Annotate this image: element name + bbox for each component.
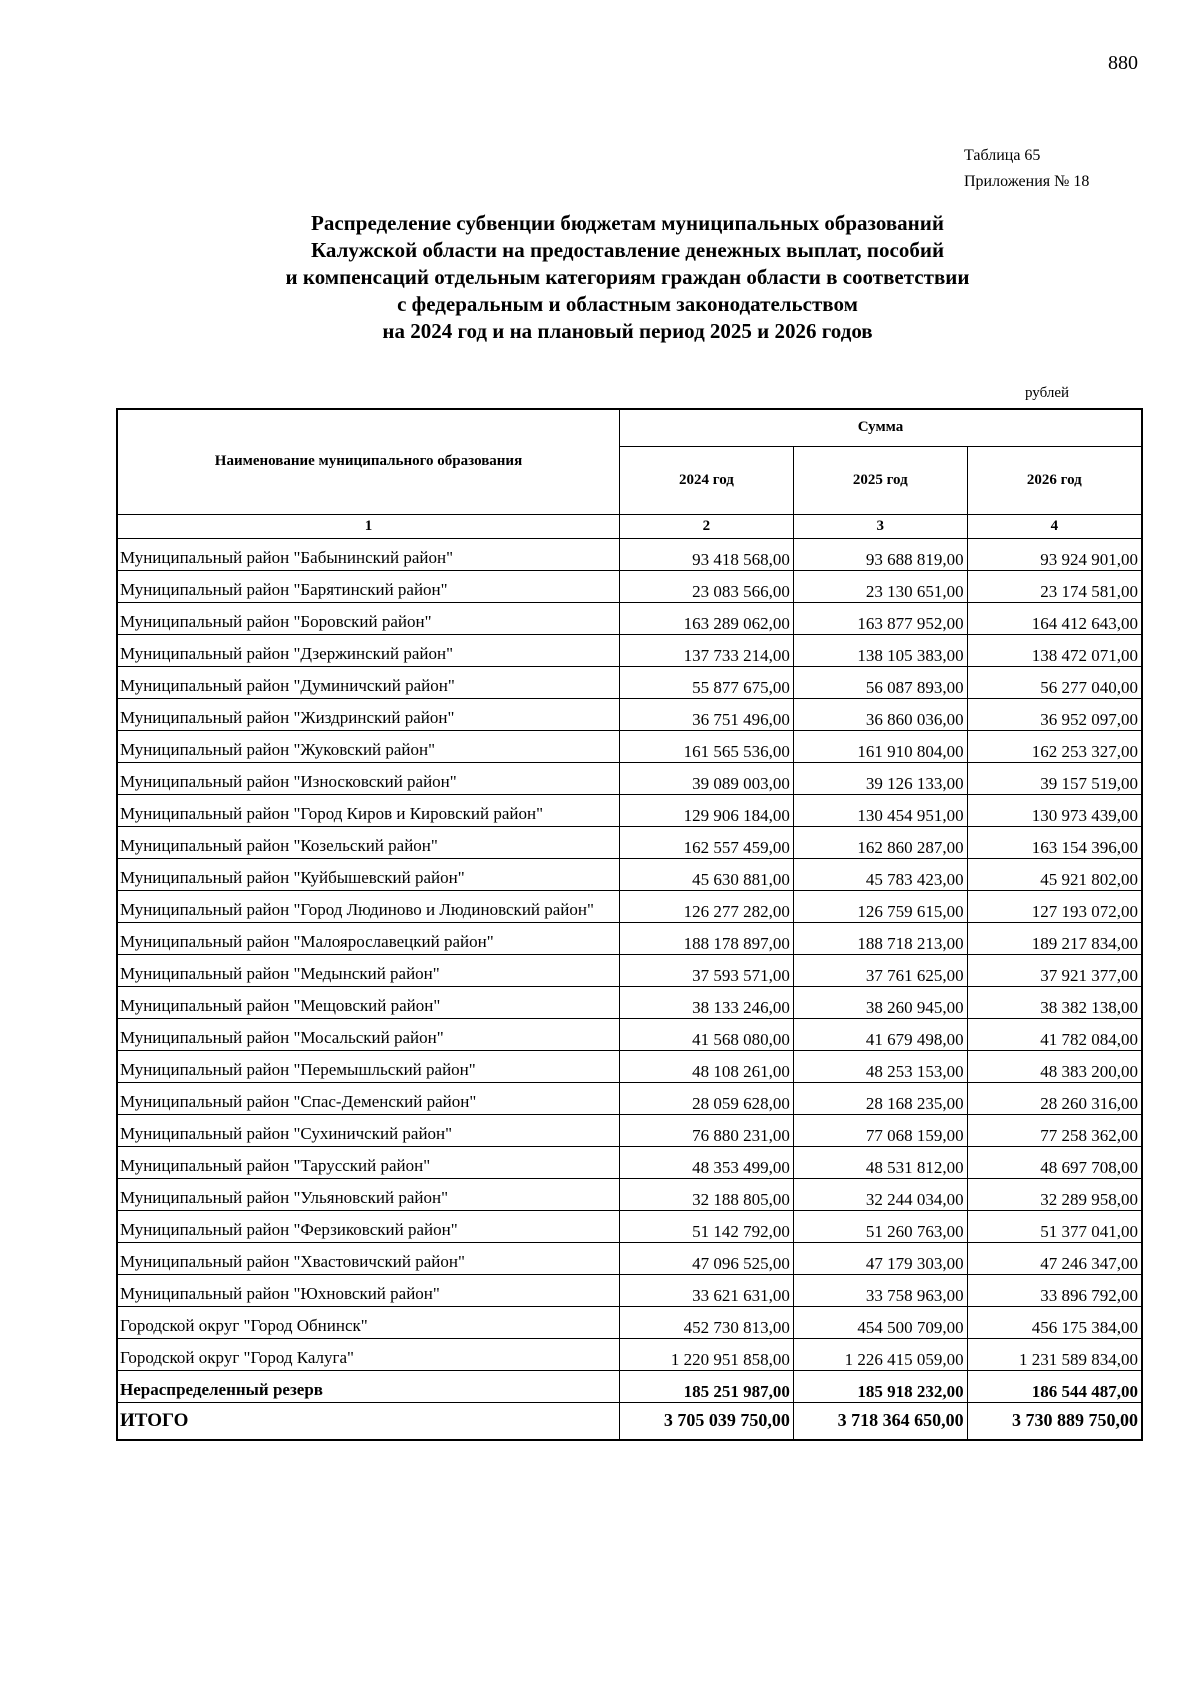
amount-2026-cell: 45 921 802,00 [967, 858, 1142, 890]
table-row [117, 1082, 1142, 1114]
amount-2024-cell: 39 089 003,00 [620, 762, 794, 794]
amount-2026-cell: 163 154 396,00 [967, 826, 1142, 858]
amount-2024-cell: 48 108 261,00 [620, 1050, 794, 1082]
amount-2026-cell: 41 782 084,00 [967, 1018, 1142, 1050]
municipality-name-cell: Муниципальный район "Город Людиново и Людиновский район" [117, 890, 620, 922]
municipality-name-cell: Муниципальный район "Ферзиковский район" [117, 1210, 620, 1242]
amount-2024-cell: 41 568 080,00 [620, 1018, 794, 1050]
amount-2025-cell: 38 260 945,00 [793, 986, 967, 1018]
amount-2024-cell: 23 083 566,00 [620, 570, 794, 602]
municipality-name-cell: Муниципальный район "Тарусский район" [117, 1146, 620, 1178]
amount-2025-cell: 36 860 036,00 [793, 698, 967, 730]
table-row [117, 762, 1142, 794]
table-row [117, 730, 1142, 762]
table-row [117, 1338, 1142, 1370]
amount-2026-cell: 1 231 589 834,00 [967, 1338, 1142, 1370]
amount-2026-cell: 162 253 327,00 [967, 730, 1142, 762]
column-number: 4 [967, 514, 1142, 538]
amount-2025-cell: 161 910 804,00 [793, 730, 967, 762]
header-municipality-name: Наименование муниципального образования [117, 409, 620, 514]
amount-2024-cell: 161 565 536,00 [620, 730, 794, 762]
table-row [117, 1402, 1142, 1440]
municipality-name-cell: Муниципальный район "Малоярославецкий район" [117, 922, 620, 954]
amount-2025-cell: 37 761 625,00 [793, 954, 967, 986]
amount-2026-cell: 23 174 581,00 [967, 570, 1142, 602]
table-row [117, 954, 1142, 986]
column-number: 3 [793, 514, 967, 538]
municipality-name-cell: Муниципальный район "Перемышльский район" [117, 1050, 620, 1082]
amount-2026-cell: 127 193 072,00 [967, 890, 1142, 922]
municipality-name-cell: Муниципальный район "Юхновский район" [117, 1274, 620, 1306]
amount-2026-cell: 130 973 439,00 [967, 794, 1142, 826]
amount-2024-cell: 126 277 282,00 [620, 890, 794, 922]
amount-2025-cell: 454 500 709,00 [793, 1306, 967, 1338]
amount-2025-cell: 1 226 415 059,00 [793, 1338, 967, 1370]
table-row [117, 1306, 1142, 1338]
amount-2025-cell: 41 679 498,00 [793, 1018, 967, 1050]
appendix-reference-line: Приложения № 18 [964, 173, 1090, 190]
amount-2026-cell: 51 377 041,00 [967, 1210, 1142, 1242]
amount-2024-cell: 452 730 813,00 [620, 1306, 794, 1338]
table-row [117, 922, 1142, 954]
municipality-name-cell: Муниципальный район "Жуковский район" [117, 730, 620, 762]
amount-2026-cell: 38 382 138,00 [967, 986, 1142, 1018]
municipality-name-cell: Нераспределенный резерв [117, 1370, 620, 1402]
amount-2026-cell: 39 157 519,00 [967, 762, 1142, 794]
table-row [117, 634, 1142, 666]
table-row [117, 794, 1142, 826]
municipality-name-cell: Муниципальный район "Козельский район" [117, 826, 620, 858]
amount-2026-cell: 37 921 377,00 [967, 954, 1142, 986]
amount-2026-cell: 56 277 040,00 [967, 666, 1142, 698]
amount-2025-cell: 47 179 303,00 [793, 1242, 967, 1274]
amount-2026-cell: 93 924 901,00 [967, 538, 1142, 570]
table-row [117, 1242, 1142, 1274]
header-year-2026: 2026 год [967, 446, 1142, 514]
amount-2025-cell: 33 758 963,00 [793, 1274, 967, 1306]
amount-2025-cell: 138 105 383,00 [793, 634, 967, 666]
title-line: Калужской области на предоставление денежных выплат, пособий [310, 238, 945, 262]
amount-2024-cell: 38 133 246,00 [620, 986, 794, 1018]
table-row [117, 698, 1142, 730]
amount-2024-cell: 51 142 792,00 [620, 1210, 794, 1242]
amount-2024-cell: 32 188 805,00 [620, 1178, 794, 1210]
amount-2024-cell: 55 877 675,00 [620, 666, 794, 698]
table-row [117, 1210, 1142, 1242]
municipality-name-cell: Муниципальный район "Мещовский район" [117, 986, 620, 1018]
amount-2024-cell: 33 621 631,00 [620, 1274, 794, 1306]
amount-2025-cell: 48 531 812,00 [793, 1146, 967, 1178]
amount-2025-cell: 188 718 213,00 [793, 922, 967, 954]
amount-2024-cell: 37 593 571,00 [620, 954, 794, 986]
title-line: Распределение субвенции бюджетам муниципальных образований [311, 211, 944, 235]
page-number: 880 [1108, 52, 1138, 74]
municipality-name-cell: Муниципальный район "Сухиничский район" [117, 1114, 620, 1146]
table-row [117, 826, 1142, 858]
municipality-name-cell: Муниципальный район "Спас-Деменский район" [117, 1082, 620, 1114]
amount-2024-cell: 137 733 214,00 [620, 634, 794, 666]
table-row [117, 1018, 1142, 1050]
municipality-name-cell: Муниципальный район "Барятинский район" [117, 570, 620, 602]
municipality-name-cell: Муниципальный район "Думиничский район" [117, 666, 620, 698]
amount-2025-cell: 51 260 763,00 [793, 1210, 967, 1242]
amount-2024-cell: 93 418 568,00 [620, 538, 794, 570]
amount-2026-cell: 164 412 643,00 [967, 602, 1142, 634]
table-row [117, 1178, 1142, 1210]
municipality-name-cell: Муниципальный район "Жиздринский район" [117, 698, 620, 730]
amount-2025-cell: 185 918 232,00 [793, 1370, 967, 1402]
amount-2025-cell: 39 126 133,00 [793, 762, 967, 794]
table-body [117, 538, 1142, 1440]
amount-2024-cell: 1 220 951 858,00 [620, 1338, 794, 1370]
table-row [117, 1050, 1142, 1082]
amount-2025-cell: 162 860 287,00 [793, 826, 967, 858]
units-label: рублей [1025, 385, 1070, 401]
municipality-name-cell: Муниципальный район "Куйбышевский район" [117, 858, 620, 890]
amount-2026-cell: 32 289 958,00 [967, 1178, 1142, 1210]
amount-2026-cell: 36 952 097,00 [967, 698, 1142, 730]
amount-2025-cell: 163 877 952,00 [793, 602, 967, 634]
amount-2026-cell: 3 730 889 750,00 [967, 1402, 1142, 1440]
subvention-table [116, 408, 1143, 1441]
amount-2024-cell: 129 906 184,00 [620, 794, 794, 826]
amount-2026-cell: 48 697 708,00 [967, 1146, 1142, 1178]
amount-2026-cell: 138 472 071,00 [967, 634, 1142, 666]
amount-2025-cell: 56 087 893,00 [793, 666, 967, 698]
amount-2025-cell: 48 253 153,00 [793, 1050, 967, 1082]
table-row [117, 890, 1142, 922]
title-line: с федеральным и областным законодательством [397, 292, 858, 316]
amount-2026-cell: 77 258 362,00 [967, 1114, 1142, 1146]
title-line: на 2024 год и на плановый период 2025 и 2026 годов [382, 319, 873, 343]
amount-2024-cell: 163 289 062,00 [620, 602, 794, 634]
municipality-name-cell: Муниципальный район "Бабынинский район" [117, 538, 620, 570]
amount-2024-cell: 185 251 987,00 [620, 1370, 794, 1402]
amount-2025-cell: 28 168 235,00 [793, 1082, 967, 1114]
municipality-name-cell: Муниципальный район "Дзержинский район" [117, 634, 620, 666]
table-reference [964, 143, 1089, 195]
amount-2026-cell: 33 896 792,00 [967, 1274, 1142, 1306]
amount-2025-cell: 45 783 423,00 [793, 858, 967, 890]
table-row [117, 1370, 1142, 1402]
document-title [200, 210, 1055, 345]
municipality-name-cell: Муниципальный район "Медынский район" [117, 954, 620, 986]
amount-2025-cell: 126 759 615,00 [793, 890, 967, 922]
title-line: и компенсаций отдельным категориям граждан области в соответствии [285, 265, 970, 289]
amount-2024-cell: 76 880 231,00 [620, 1114, 794, 1146]
amount-2024-cell: 188 178 897,00 [620, 922, 794, 954]
table-row [117, 986, 1142, 1018]
amount-2026-cell: 456 175 384,00 [967, 1306, 1142, 1338]
municipality-name-cell: Муниципальный район "Износковский район" [117, 762, 620, 794]
column-number: 2 [620, 514, 794, 538]
amount-2024-cell: 45 630 881,00 [620, 858, 794, 890]
table-row [117, 1146, 1142, 1178]
amount-2024-cell: 48 353 499,00 [620, 1146, 794, 1178]
amount-2026-cell: 28 260 316,00 [967, 1082, 1142, 1114]
municipality-name-cell: Муниципальный район "Ульяновский район" [117, 1178, 620, 1210]
amount-2024-cell: 162 557 459,00 [620, 826, 794, 858]
table-row [117, 666, 1142, 698]
table-row [117, 858, 1142, 890]
header-year-2024: 2024 год [620, 446, 794, 514]
amount-2026-cell: 48 383 200,00 [967, 1050, 1142, 1082]
municipality-name-cell: Городской округ "Город Калуга" [117, 1338, 620, 1370]
amount-2026-cell: 189 217 834,00 [967, 922, 1142, 954]
amount-2024-cell: 36 751 496,00 [620, 698, 794, 730]
municipality-name-cell: Муниципальный район "Боровский район" [117, 602, 620, 634]
municipality-name-cell: Муниципальный район "Мосальский район" [117, 1018, 620, 1050]
municipality-name-cell: Муниципальный район "Хвастовичский район" [117, 1242, 620, 1274]
amount-2026-cell: 47 246 347,00 [967, 1242, 1142, 1274]
table-row [117, 570, 1142, 602]
amount-2025-cell: 93 688 819,00 [793, 538, 967, 570]
amount-2026-cell: 186 544 487,00 [967, 1370, 1142, 1402]
amount-2025-cell: 23 130 651,00 [793, 570, 967, 602]
table-row [117, 538, 1142, 570]
municipality-name-cell: Муниципальный район "Город Киров и Кировский район" [117, 794, 620, 826]
header-year-2025: 2025 год [793, 446, 967, 514]
table-row [117, 602, 1142, 634]
amount-2025-cell: 77 068 159,00 [793, 1114, 967, 1146]
table-row [117, 1274, 1142, 1306]
municipality-name-cell: ИТОГО [117, 1402, 620, 1440]
amount-2025-cell: 130 454 951,00 [793, 794, 967, 826]
amount-2025-cell: 32 244 034,00 [793, 1178, 967, 1210]
amount-2024-cell: 28 059 628,00 [620, 1082, 794, 1114]
column-number: 1 [117, 514, 620, 538]
municipality-name-cell: Городской округ "Город Обнинск" [117, 1306, 620, 1338]
table-row [117, 1114, 1142, 1146]
amount-2025-cell: 3 718 364 650,00 [793, 1402, 967, 1440]
amount-2024-cell: 3 705 039 750,00 [620, 1402, 794, 1440]
header-sum: Сумма [620, 409, 1142, 446]
amount-2024-cell: 47 096 525,00 [620, 1242, 794, 1274]
table-reference-line: Таблица 65 [964, 147, 1041, 164]
